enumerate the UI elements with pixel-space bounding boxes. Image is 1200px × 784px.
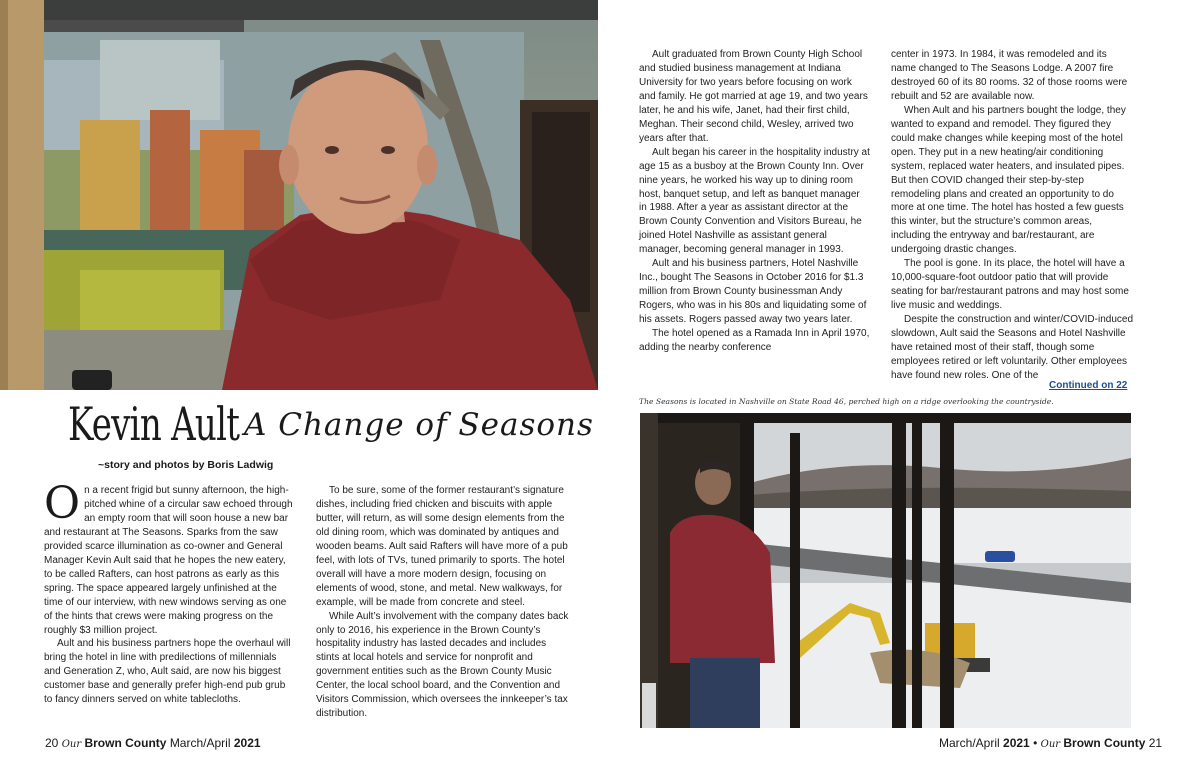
article-paragraph: Ault began his career in the hospitality industry at age 15 as a busboy at the Brown County Inn. Over nine years, he worked his way up to dining room host, banquet setup, and left as banquet manager in 1988. After a year as assistant director at the Brown County Convention and Visitors Bureau, he joined Hotel Nashville as assistant general manager, becoming general manager in 1993. <box>639 146 870 256</box>
window-photo <box>640 413 1131 728</box>
photo-caption: The Seasons is located in Nashville on State Road 46, perched high on a ridge overlooking the countryside. <box>639 397 1054 406</box>
issue-year: 2021 <box>1003 736 1030 750</box>
article-paragraph: The hotel opened as a Ramada Inn in April 1970, adding the nearby conference <box>639 328 870 354</box>
article-paragraph: Ault and his business partners hope the overhaul will bring the hotel in line with predilections of millennials and Generation Z, who, Ault said, are now his biggest customer base and generally prefer high-end pub grub to fancy dinners served on white tablecloths. <box>44 638 291 706</box>
article-paragraph <box>44 478 293 637</box>
headline <box>68 396 598 452</box>
article-paragraph: Ault and his business partners, Hotel Nashville Inc., bought The Seasons in October 2016 for $1.3 million from Brown County businessman Andy Rogers, who was in his 80s and liquidating some of his assets. Rogers passed away two years later. <box>639 258 867 326</box>
continued-link[interactable]: Continued on 22 <box>1049 380 1128 391</box>
portrait-photo <box>0 0 598 390</box>
headline-title: A Change of Seasons <box>244 407 594 443</box>
brand-our: Our <box>61 739 82 750</box>
article-paragraph: The pool is gone. In its place, the hotel will have a 10,000-square-foot outdoor patio that will provide seating for bar/restaurant patrons and may host some live music and weddings. <box>891 258 1129 312</box>
byline: ~story and photos by Boris Ladwig <box>98 459 274 471</box>
page-number: 20 <box>45 736 59 750</box>
article-paragraph: To be sure, some of the former restaurant’s signature dishes, including fried chicken and biscuits with apple butter, will return, as will some design elements from the old dining room, which was dominated by antiques and wooden beams. Ault said Rafters will have more of a pub feel, with lots of TVs, tuned primarily to sports. The hotel overall will have a more modern design, focusing on elements of wood, stone, and metal. New walkways, for example, will be made from concrete and steel. <box>316 485 568 608</box>
folio-separator: • <box>1033 736 1038 750</box>
folio-left <box>45 736 261 750</box>
article-column-4 <box>891 48 1133 383</box>
folio-right <box>939 736 1162 750</box>
issue-months: March/April <box>939 736 1000 750</box>
brand-our: Our <box>1040 739 1061 750</box>
article-paragraph: Ault graduated from Brown County High School and studied business management at Indiana University for two years before focusing on work and family. He got married at age 19, and two years later, he and his wife, Janet, had their first child, Meghan. Their second child, Wesley, arrived two years after that. <box>639 49 868 144</box>
issue-year: 2021 <box>233 736 261 750</box>
drop-cap: O <box>44 478 81 529</box>
article-paragraph: When Ault and his partners bought the lodge, they wanted to expand and remodel. They figured they could make changes while keeping most of the hotel open. They put in a new heating/air conditioning system, replaced water heaters, and insulated pipes. But then COVID changed their step-by-step remodeling plans and created an opportunity to do more at one time. The hotel has hosted a few guests this winter, but the structure’s common areas, including the entryway and bar/restaurant, are undergoing drastic changes. <box>891 104 1126 256</box>
article-column-1 <box>44 478 293 707</box>
issue-months: March/April <box>169 736 231 750</box>
headline-name: Kevin Ault <box>68 397 240 451</box>
window-illustration <box>640 413 1131 728</box>
portrait-illustration <box>0 0 598 390</box>
article-column-3 <box>639 48 870 355</box>
article-paragraph: center in 1973. In 1984, it was remodeled and its name changed to The Seasons Lodge. A 2007 fire destroyed 60 of its 80 rooms. 32 of those rooms were rebuilt and 52 are available now. <box>891 49 1128 102</box>
article-paragraph: Despite the construction and winter/COVID-induced slowdown, Ault said the Seasons and Hotel Nashville have retained most of their staff, though some employees retired or left voluntarily. Other employees have found new roles. One of the <box>891 314 1134 381</box>
paragraph-text: n a recent frigid but sunny afternoon, the high-pitched whine of a circular saw echoed through an empty room that will soon house a new bar and restaurant at The Seasons. Sparks from the saw provided scarce illumination as co-owner and General Manager Kevin Ault said that he hopes the new eatery, to be called Rafters, can host patrons as early as this spring. The space appeared largely unfinished at the time of our interview, with new windows serving as one of the hints that crews were making progress on the roughly $3 million project. <box>44 485 293 636</box>
article-column-2 <box>316 484 570 721</box>
brand-name: Brown County <box>1063 736 1146 750</box>
page-number: 21 <box>1148 736 1163 750</box>
article-paragraph: While Ault’s involvement with the company dates back only to 2016, his experience in the Brown County’s hospitality industry has lasted decades and includes stints at local hotels and service for nonprofit and government entities such as the Brown County Music Center, the local school board, and the Convention and Visitors Commission, which oversees the innkeeper’s tax distribution. <box>316 610 569 720</box>
brand-name: Brown County <box>84 736 167 750</box>
